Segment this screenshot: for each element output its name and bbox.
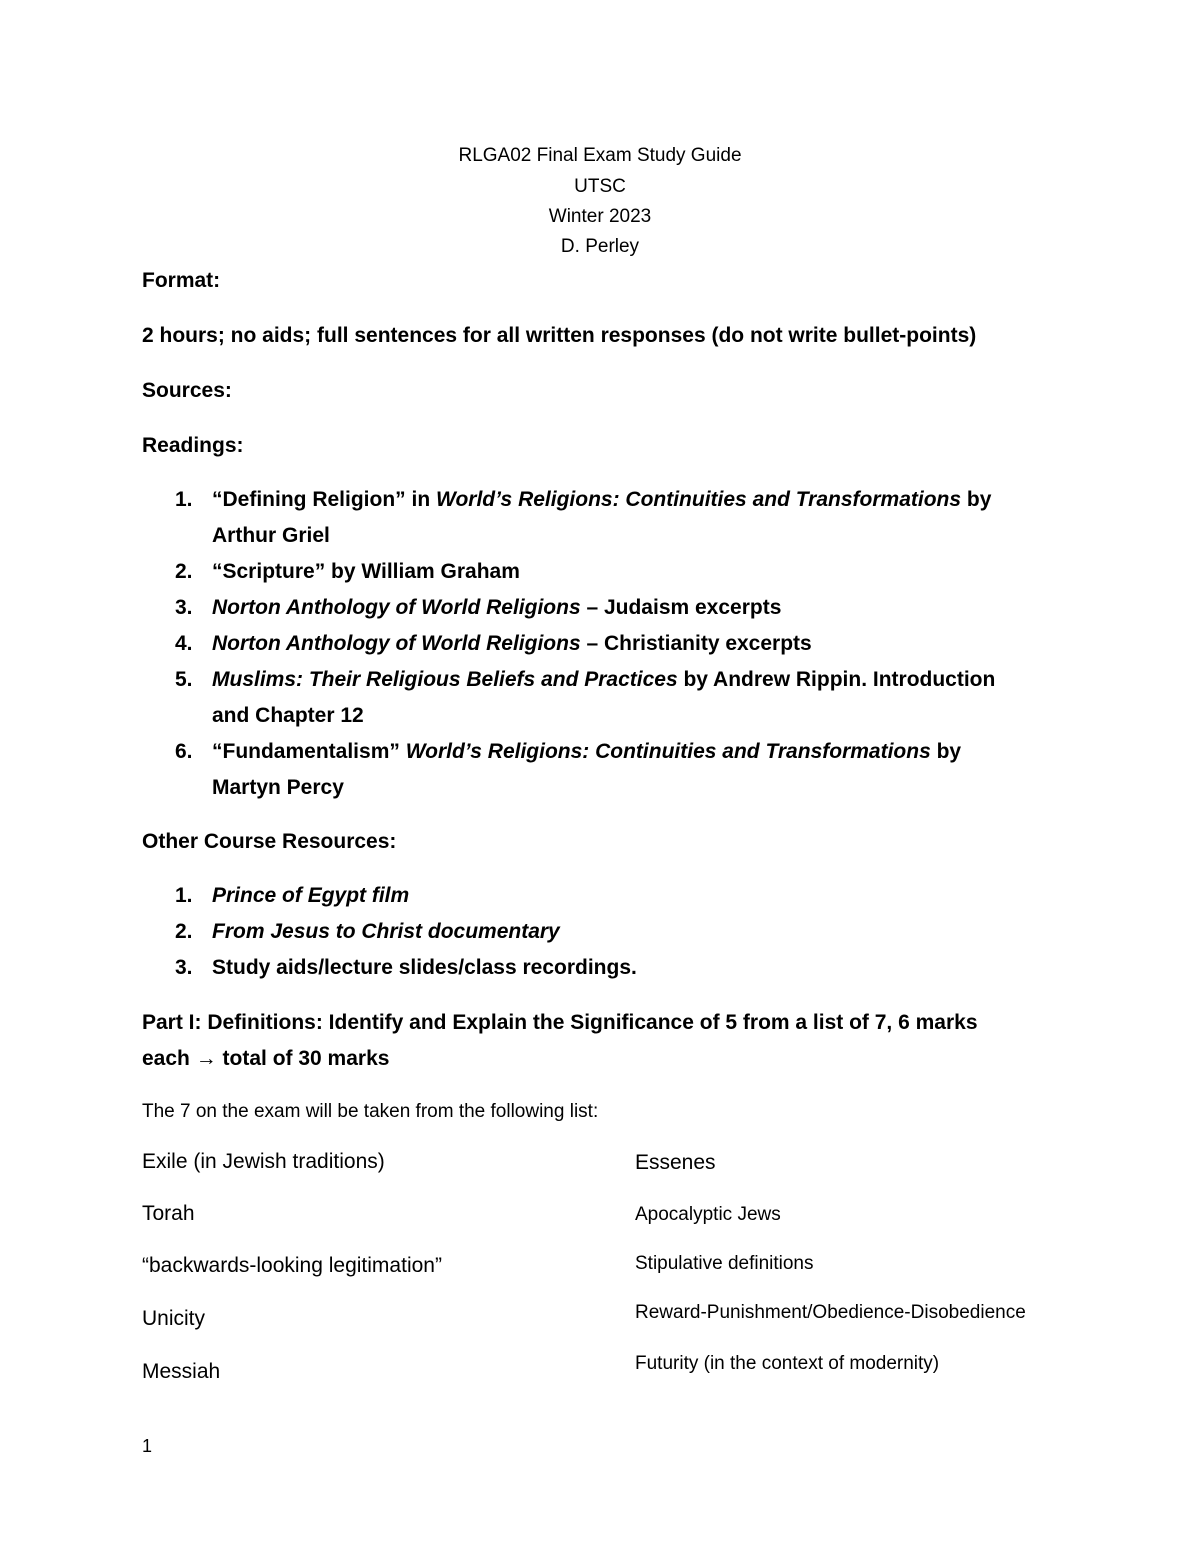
term-item: Torah (142, 1202, 195, 1225)
list-number: 4. (175, 632, 193, 655)
resources-list (142, 878, 1042, 986)
part1-heading-line2 (142, 1041, 1042, 1077)
part1-text: total of 30 marks (216, 1047, 390, 1070)
readings-list (142, 482, 1042, 806)
instructor-name: D. Perley (560, 236, 640, 257)
reading-text: “Defining Religion” in (212, 488, 436, 511)
format-text: 2 hours; no aids; full sentences for all written responses (do not write bullet-points) (142, 324, 977, 347)
list-number: 3. (175, 596, 193, 619)
reading-italic-title: Norton Anthology of World Religions (212, 596, 581, 619)
part1-heading-line1: Part I: Definitions: Identify and Explain the Significance of 5 from a list of 7, 6 marks (142, 1011, 978, 1034)
other-resources-heading: Other Course Resources: (142, 830, 397, 853)
reading-italic-title: Norton Anthology of World Religions (212, 632, 581, 655)
sources-heading: Sources: (142, 379, 232, 402)
term-item: Apocalyptic Jews (635, 1204, 781, 1225)
resource-text: From Jesus to Christ documentary (212, 920, 560, 943)
readings-heading: Readings: (142, 434, 244, 457)
resource-item (142, 914, 1042, 950)
page-number: 1 (142, 1436, 153, 1456)
reading-text: “Scripture” by William Graham (212, 560, 520, 583)
reading-item (142, 626, 1042, 662)
term-item: Reward-Punishment/Obedience-Disobedience (635, 1302, 1026, 1323)
reading-item (142, 662, 1042, 734)
reading-item (142, 482, 1042, 554)
reading-text: “Fundamentalism” (212, 740, 406, 763)
reading-item (142, 554, 1042, 590)
resource-text: Study aids/lecture slides/class recordings. (212, 956, 637, 979)
resource-text: Prince of Egypt film (212, 884, 410, 907)
reading-item (142, 590, 1042, 626)
reading-text: – Judaism excerpts (580, 596, 782, 619)
resource-item (142, 878, 1042, 914)
reading-text: by (961, 488, 992, 511)
list-number: 1. (175, 884, 193, 907)
term-item: Futurity (in the context of modernity) (635, 1353, 940, 1374)
term-item: “backwards-looking legitimation” (142, 1254, 442, 1277)
list-number: 6. (175, 740, 193, 763)
terms-intro: The 7 on the exam will be taken from the following list: (142, 1101, 599, 1122)
reading-item (142, 734, 1042, 806)
document-title: RLGA02 Final Exam Study Guide (458, 145, 742, 166)
term-item: Essenes (635, 1151, 716, 1174)
term-item: Messiah (142, 1360, 221, 1383)
reading-line (212, 734, 1042, 770)
reading-line-2: Martyn Percy (212, 776, 344, 799)
reading-text: by Andrew Rippin. Introduction (677, 668, 996, 691)
reading-text: – Christianity excerpts (580, 632, 812, 655)
list-number: 3. (175, 956, 193, 979)
term-label: Winter 2023 (548, 206, 652, 227)
part1-text: each (142, 1047, 196, 1070)
reading-line (212, 626, 1042, 662)
list-number: 1. (175, 488, 193, 511)
term-item: Stipulative definitions (635, 1253, 814, 1274)
reading-line-2: Arthur Griel (212, 524, 330, 547)
right-arrow-icon: → (195, 1047, 217, 1070)
reading-line (212, 482, 1042, 518)
list-number: 5. (175, 668, 193, 691)
reading-italic-title: World’s Religions: Continuities and Transformations (436, 488, 962, 511)
resource-item (142, 950, 1042, 986)
format-heading: Format: (142, 269, 221, 292)
reading-line (212, 590, 1042, 626)
reading-text: by (930, 740, 962, 763)
reading-line (212, 662, 1042, 698)
part1-heading (142, 1005, 1042, 1077)
term-item: Unicity (142, 1307, 206, 1330)
list-number: 2. (175, 560, 193, 583)
reading-line-2: and Chapter 12 (212, 704, 364, 727)
school-name: UTSC (574, 176, 626, 197)
list-number: 2. (175, 920, 193, 943)
reading-italic-title: Muslims: Their Religious Beliefs and Practices (212, 668, 678, 691)
term-item: Exile (in Jewish traditions) (142, 1150, 385, 1173)
reading-italic-title: World’s Religions: Continuities and Transformations (405, 740, 931, 763)
